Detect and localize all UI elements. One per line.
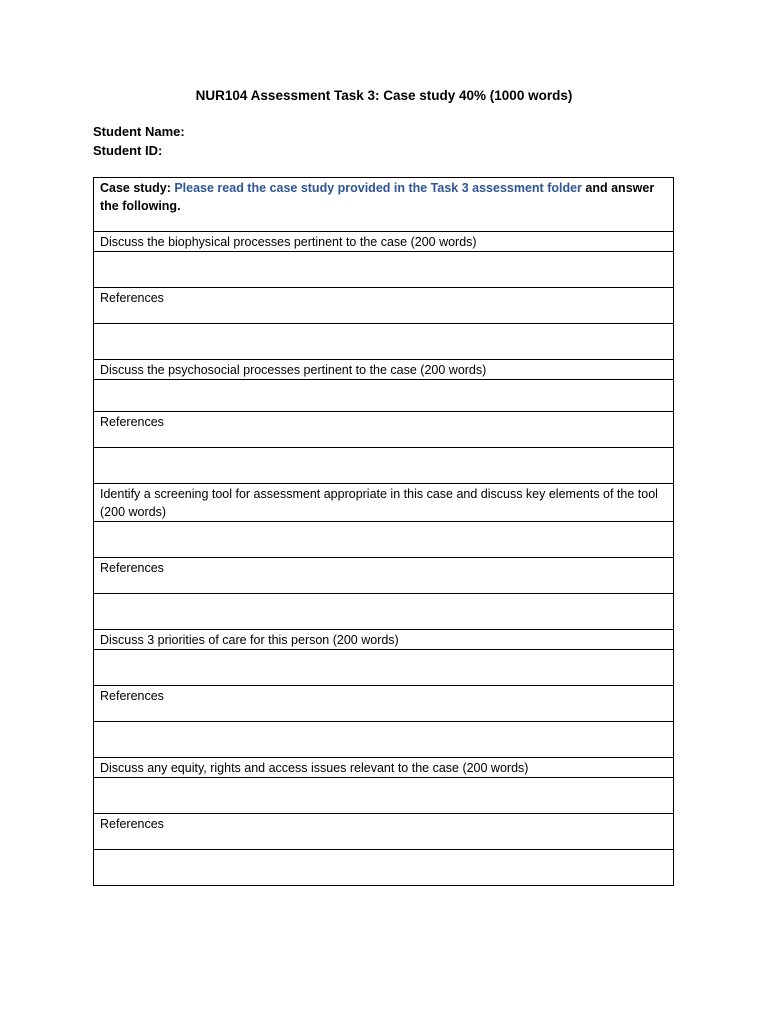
references-label: References [94,412,674,448]
question-row [94,232,674,252]
answer-cell[interactable] [94,252,674,288]
intro-suffix: and answer the following. [100,181,655,213]
answer-cell[interactable] [94,650,674,686]
intro-row [94,178,674,232]
answer-cell[interactable] [94,522,674,558]
question-row [94,484,674,522]
answer-row [94,778,674,814]
references-answer-row [94,594,674,630]
references-answer-row [94,850,674,886]
intro-label: Case study: [100,181,171,195]
document-title: NUR104 Assessment Task 3: Case study 40% (1000 words) [195,88,573,103]
references-row [94,814,674,850]
answer-cell[interactable] [94,778,674,814]
answer-cell[interactable] [94,380,674,412]
references-answer-row [94,448,674,484]
question-row [94,360,674,380]
references-answer-cell[interactable] [94,850,674,886]
student-id-label: Student ID: [93,143,163,158]
references-answer-row [94,722,674,758]
references-answer-cell[interactable] [94,448,674,484]
question-cell: Identify a screening tool for assessment appropriate in this case and discuss key elements of the tool (200 words) [94,484,674,522]
references-row [94,288,674,324]
student-name-label: Student Name: [93,124,185,139]
answer-row [94,380,674,412]
answer-row [94,522,674,558]
references-label: References [94,814,674,850]
references-row [94,558,674,594]
intro-cell [94,178,674,232]
assessment-table [93,177,674,886]
references-label: References [94,686,674,722]
references-answer-cell[interactable] [94,324,674,360]
answer-row [94,650,674,686]
references-row [94,412,674,448]
answer-row [94,252,674,288]
references-row [94,686,674,722]
case-study-link-text: Please read the case study provided in the Task 3 assessment folder [174,181,582,195]
references-label: References [94,288,674,324]
question-cell: Discuss the psychosocial processes pertinent to the case (200 words) [94,360,674,380]
references-answer-cell[interactable] [94,594,674,630]
question-cell: Discuss the biophysical processes pertinent to the case (200 words) [94,232,674,252]
question-row [94,758,674,778]
references-answer-row [94,324,674,360]
question-cell: Discuss any equity, rights and access issues relevant to the case (200 words) [94,758,674,778]
question-cell: Discuss 3 priorities of care for this person (200 words) [94,630,674,650]
references-label: References [94,558,674,594]
references-answer-cell[interactable] [94,722,674,758]
question-row [94,630,674,650]
